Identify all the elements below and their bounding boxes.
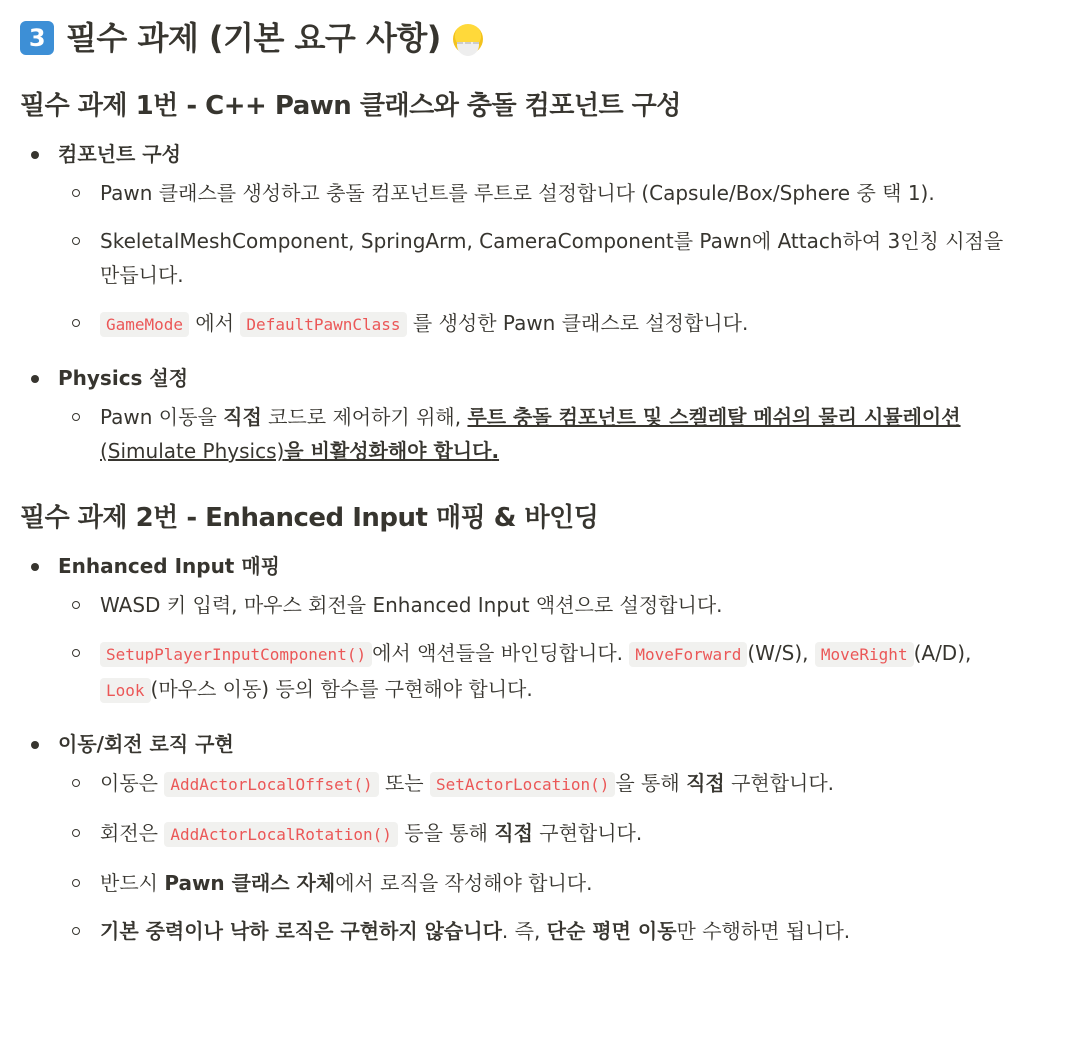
bold-text: 기본 중력이나 낙하 로직은 구현하지 않습니다 (100, 919, 502, 943)
list-item (58, 636, 1063, 708)
text: (W/S), (747, 641, 809, 665)
text: 을 통해 (615, 771, 680, 795)
text: 코드로 제어하기 위해, (268, 405, 462, 429)
text: (마우스 이동) 등의 함수를 구현해야 합니다. (150, 677, 533, 701)
text: 이동은 (100, 771, 158, 795)
inline-code: AddActorLocalRotation() (164, 822, 398, 847)
underlined-text: 을 비활성화해야 합니다 (284, 439, 492, 463)
text: 에서 액션들을 바인딩합니다. (372, 641, 624, 665)
inline-code: SetActorLocation() (430, 772, 615, 797)
section-title (20, 12, 1063, 64)
underlined-text: . (491, 439, 500, 463)
text: 회전은 (100, 821, 158, 845)
section-title-text: 필수 과제 (기본 요구 사항) (66, 19, 441, 57)
list-item (58, 866, 1063, 900)
group-title: 컴포넌트 구성 (58, 142, 181, 166)
text: 구현합니다. (731, 771, 835, 795)
group-title: 이동/회전 로직 구현 (58, 732, 234, 756)
group-title: Physics 설정 (58, 366, 189, 390)
list-item (20, 132, 1063, 342)
text: . 즉, (501, 919, 541, 943)
list-item: Pawn 클래스를 생성하고 충돌 컴포넌트를 루트로 설정합니다 (Capsule/Box/Sphere 중 택 1). (58, 176, 1063, 210)
text: 에서 (195, 311, 235, 335)
task2-heading: 필수 과제 2번 - Enhanced Input 매핑 & 바인딩 (20, 503, 599, 533)
bold-text: 직접 (223, 405, 262, 429)
text: (A/D), (913, 641, 972, 665)
inline-code: SetupPlayerInputComponent() (100, 642, 372, 667)
list-item: SkeletalMeshComponent, SpringArm, CameraComponent를 Pawn에 Attach하여 3인칭 시점을 만듭니다. (58, 224, 1063, 292)
text: 또는 (384, 771, 424, 795)
inline-code: DefaultPawnClass (240, 312, 406, 337)
text: Pawn 이동을 (100, 405, 217, 429)
list-item: WASD 키 입력, 마우스 회전을 Enhanced Input 액션으로 설정합니다. (58, 588, 1063, 622)
inline-code: AddActorLocalOffset() (164, 772, 378, 797)
hatching-chick-icon (453, 24, 483, 54)
underlined-text: (Simulate Physics) (100, 439, 285, 463)
bold-text: 직접 (494, 821, 533, 845)
sub-list (58, 588, 1063, 708)
list-item (58, 306, 1063, 342)
list-item (20, 544, 1063, 708)
group-title: Enhanced Input 매핑 (58, 554, 280, 578)
inline-code: Look (100, 678, 151, 703)
underlined-text: 루트 충돌 컴포넌트 및 스켈레탈 메쉬의 물리 시뮬레이션 (467, 405, 961, 429)
text: 만 수행하면 됩니다. (676, 919, 851, 943)
text: 를 생성한 Pawn 클래스로 설정합니다. (412, 311, 749, 335)
bold-text: 직접 (686, 771, 725, 795)
inline-code: MoveForward (629, 642, 747, 667)
text: 구현합니다. (539, 821, 643, 845)
list-item (58, 766, 1063, 802)
task2-list (20, 544, 1063, 948)
keycap-three-icon: 3 (20, 21, 54, 55)
list-item (20, 722, 1063, 948)
list-item (58, 400, 1063, 468)
text: 반드시 (100, 871, 158, 895)
task1-heading: 필수 과제 1번 - C++ Pawn 클래스와 충돌 컴포넌트 구성 (20, 91, 681, 121)
list-item (58, 914, 1063, 948)
text: 등을 통해 (404, 821, 488, 845)
text: 에서 로직을 작성해야 합니다. (335, 871, 593, 895)
bold-text: 단순 평면 이동 (546, 919, 677, 943)
inline-code: MoveRight (815, 642, 914, 667)
sub-list (58, 766, 1063, 948)
sub-list (58, 400, 1063, 468)
list-item (58, 816, 1063, 852)
bold-text: Pawn 클래스 자체 (164, 871, 336, 895)
list-item (20, 356, 1063, 468)
sub-list (58, 176, 1063, 342)
inline-code: GameMode (100, 312, 189, 337)
task1-list (20, 132, 1063, 468)
